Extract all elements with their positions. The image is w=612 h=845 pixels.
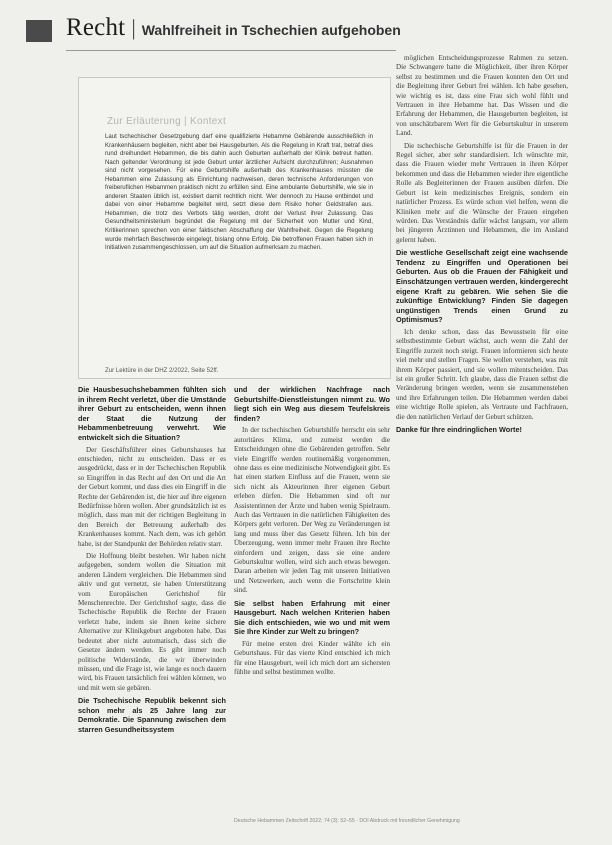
header-rule	[66, 50, 396, 51]
header-separator: |	[131, 15, 136, 40]
interview-question: Die westliche Gesellschaft zeigt eine wachsende Tendenz zu Eingriffen und Operationen bei Geburten. Aus ob die Frauen der Fähigkeit und Einschätzungen vertrauen werden, kindergerecht eigene Kraft zu gebären. Wie sehen Sie die zukünftige Entwicklung? Finden Sie dagegen ungünstigen Trends einen Grund zu Optimismus?	[396, 248, 568, 325]
interview-answer: Für meine ersten drei Kinder wählte ich ein Geburtshaus. Für das vierte Kind entschied ich mich für eine Hausgeburt, weil ich mich dort am sichersten fühlte und selbst bestimmen wollte.	[234, 640, 390, 677]
text-column-1	[78, 385, 226, 738]
section-name: Recht	[66, 14, 126, 41]
interview-answer: Der Geschäftsführer eines Geburtshauses hat entschieden, nicht zu entscheiden. Dass er es ausgedrückt, dass er in der Tschechischen Republik so Eingriffen in das Recht auf den Ort und die Art der Geburt kommt, und dass dies ein Eingriff in die Rechte der Gebärenden ist, die hier auf ihre eigenen Bedürfnisse hören wollen. Aber grundsätzlich ist es möglich, dass man mit der richtigen Begleitung in den Bereich der Betreuung außerhalb des Krankenhauses kommt. Nach dem, was ich gehört habe, ist der Standpunkt der Behörden relativ starr.	[78, 445, 226, 548]
interview-answer: In der tschechischen Geburtshilfe herrscht ein sehr autoritäres Klima, und zumeist werden die Entscheidungen ohne die Gebärenden getroffen. Sehr viele Eingriffe werden routinemäßig vorgenommen, ohne dass es eine medizinische Notwendigkeit gibt. Es hat einen starken Einfluss auf die Frauen, wenn sie sich nicht als Akteurinnen ihrer eigenen Geburt erleben dürfen. Die Hebammen sind oft nur Assistentinnen der Ärzte und haben wenig Spielraum. Auch das Vertrauen in die natürlichen Fähigkeiten des Körpers geht verloren. Der Weg zu Veränderungen ist lang und muss über das Gesetz führen. Ich bin der Überzeugung, wenn immer mehr Frauen ihre Rechte einfordern und zeigen, dass sie eine andere Geburtskultur wollen, wird sich auch etwas bewegen. Daran arbeiten wir jeden Tag mit unseren Initiativen und Netzwerken, auch wenn die Fortschritte klein sind.	[234, 426, 390, 595]
interview-question: Die Hausbesuchshebammen fühlten sich in ihrem Recht verletzt, über die Umstände ihrer Geburt zu entscheiden, wenn ihnen der Staat die Nutzung der Hebammenbetreuung verwehrt. Wie entwickelt sich die Situation?	[78, 385, 227, 442]
interview-question: und der wirklichen Nachfrage nach Geburtshilfe-Dienstleistungen nimmt zu. Wo liegt sich ein Weg aus diesem Teufelskreis finden?	[234, 385, 390, 423]
info-box	[78, 77, 391, 379]
page-corner-tab	[26, 20, 52, 42]
text-column-3	[396, 54, 568, 438]
page-footer: Deutsche Hebammen Zeitschrift 2022; 74 (3): 52–55 · DOI Abdruck mit freundlicher Genehmigung	[234, 818, 460, 824]
interview-question: Sie selbst haben Erfahrung mit einer Hausgeburt. Nach welchen Kriterien haben Sie dich entschieden, wie wo und mit wem Sie Ihre Kinder zur Welt zu bringen?	[234, 598, 390, 637]
interview-answer: Die Hoffnung bleibt bestehen. Wir haben nicht aufgegeben, sondern wollen die Situation mit anderen Ländern vergleichen. Die Hebammen sind aktiv und gut vernetzt, sie haben Unterstützung vom Europäischen Gerichtshof für Menschenrechte. Der Gerichtshof sagte, dass die Tschechische Republik die Rechte der Frauen verletzt habe, indem sie ihnen keine sichere Alternative zur Klinikgeburt angeboten habe. Das bedeutet aber nicht automatisch, dass sich die Gesetze ändern werden. Es gibt immer noch politische Widerstände, die wir überwinden müssen, und die Frage ist, wie lange es noch dauern wird, bis Frauen tatsächlich frei wählen können, wo und mit wem sie gebären.	[78, 552, 226, 692]
info-box-text: Laut tschechischer Gesetzgebung darf eine qualifizierte Hebamme Gebärende ausschließlich in Krankenhäusern begleiten, nicht aber bei Hausgeburten. Als die Regelung in Kraft trat, betraf dies rund dreihundert Hebammen, die bis dahin auch Geburten außerhalb der Klinik betreut hatten. Nach geltender Verordnung ist jede Geburt unter ärztlicher Aufsicht durchzuführen; Ausnahmen sind nicht vorgesehen. Für eine Geburtshilfe außerhalb des Krankenhauses müssten die Hebammen eine Zulassung als Einrichtung nachweisen, deren technische Anforderungen von freiberuflichen Hebammen praktisch nicht zu erfüllen sind. Eine ambulante Geburtshilfe, wie sie in anderen Staaten üblich ist, existiert damit rechtlich nicht. Wer dennoch zu Hause entbindet und dabei von einer Hebamme begleitet wird, setzt diese dem Risiko hoher Geldstrafen aus. Hebammen, die trotz des Verbots tätig werden, droht der Verlust ihrer Zulassung. Das Gesundheitsministerium begründet die Regelung mit der Sicherheit von Mutter und Kind, Kritikerinnen sprechen von einer faktischen Abschaffung der Wahlfreiheit. Gegen die Regelung wurde mehrfach Beschwerde eingelegt, bislang ohne Erfolg. Die betroffenen Frauen haben sich in Initiativen zusammengeschlossen, um auf die Situation aufmerksam zu machen.	[105, 133, 373, 252]
info-box-source: Zur Lektüre in der DHZ 2/2022, Seite 52ff.	[105, 367, 219, 374]
interview-question: Die Tschechische Republik bekennt sich schon mehr als 25 Jahre lang zur Demokratie. Die Spannung zwischen dem starren Gesundheitssystem	[78, 696, 226, 734]
text-column-2	[234, 385, 390, 681]
interview-answer: möglichen Entscheidungsprozesse Rahmen zu setzen. Die Schwangere hatte die Möglichkeit, über ihren Körper selbst zu bestimmen und die Frauen konnten den Ort und die Begleitung ihrer Geburt frei wählen. Ich habe gesehen, wie wichtig es ist, dass eine Frau sich wohl fühlt und Vertrauen in ihre Hebamme hat. Das Wissen und die Erfahrung der Hebammen, die Hausgeburten begleiten, ist von unschätzbarem Wert für die Geburtskultur in unserem Land.	[396, 54, 568, 138]
interview-answer: Die tschechische Geburtshilfe ist für die Frauen in der Regel sicher, aber sehr standardisiert. Ich wünschte mir, dass die Frauen wieder mehr Vertrauen in ihren Körper bekommen und dass die Hebammen wieder ihre eigentliche Rolle als Begleiterinnen der Frauen ausüben dürfen. Die Geburt ist kein medizinisches Ereignis, sondern ein natürlicher Prozess. Es würde schon viel helfen, wenn die Kliniken mehr auf die Wünsche der Frauen eingehen würden. Das Verständnis dafür wächst langsam, vor allem bei jüngeren Ärztinnen und Hebammen, die im Ausland gelernt haben.	[396, 141, 568, 244]
closing-line: Danke für Ihre eindringlichen Worte!	[396, 424, 522, 434]
info-box-heading: Zur Erläuterung | Kontext	[107, 116, 227, 127]
page-header	[66, 14, 606, 48]
article-title: Wahlfreiheit in Tschechien aufgehoben	[141, 22, 401, 38]
interview-answer: Ich denke schon, dass das Bewusstsein für eine selbstbestimmte Geburt wächst, auch wenn die Zahl der Eingriffe zurzeit noch steigt. Frauen informieren sich heute viel mehr und stellen Fragen. Sie wollen verstehen, was mit ihrem Körper passiert, und sie wollen mitentscheiden. Das ist ein großer Schritt. Ich glaube, dass die Frauen selbst die Veränderung bringen werden, wenn sie zusammenstehen und ihre Erfahrungen teilen. Die Hebammen werden dabei eine wichtige Rolle spielen, als Vertraute und Fachfrauen, die den natürlichen Verlauf der Geburt schützen.	[396, 327, 568, 421]
